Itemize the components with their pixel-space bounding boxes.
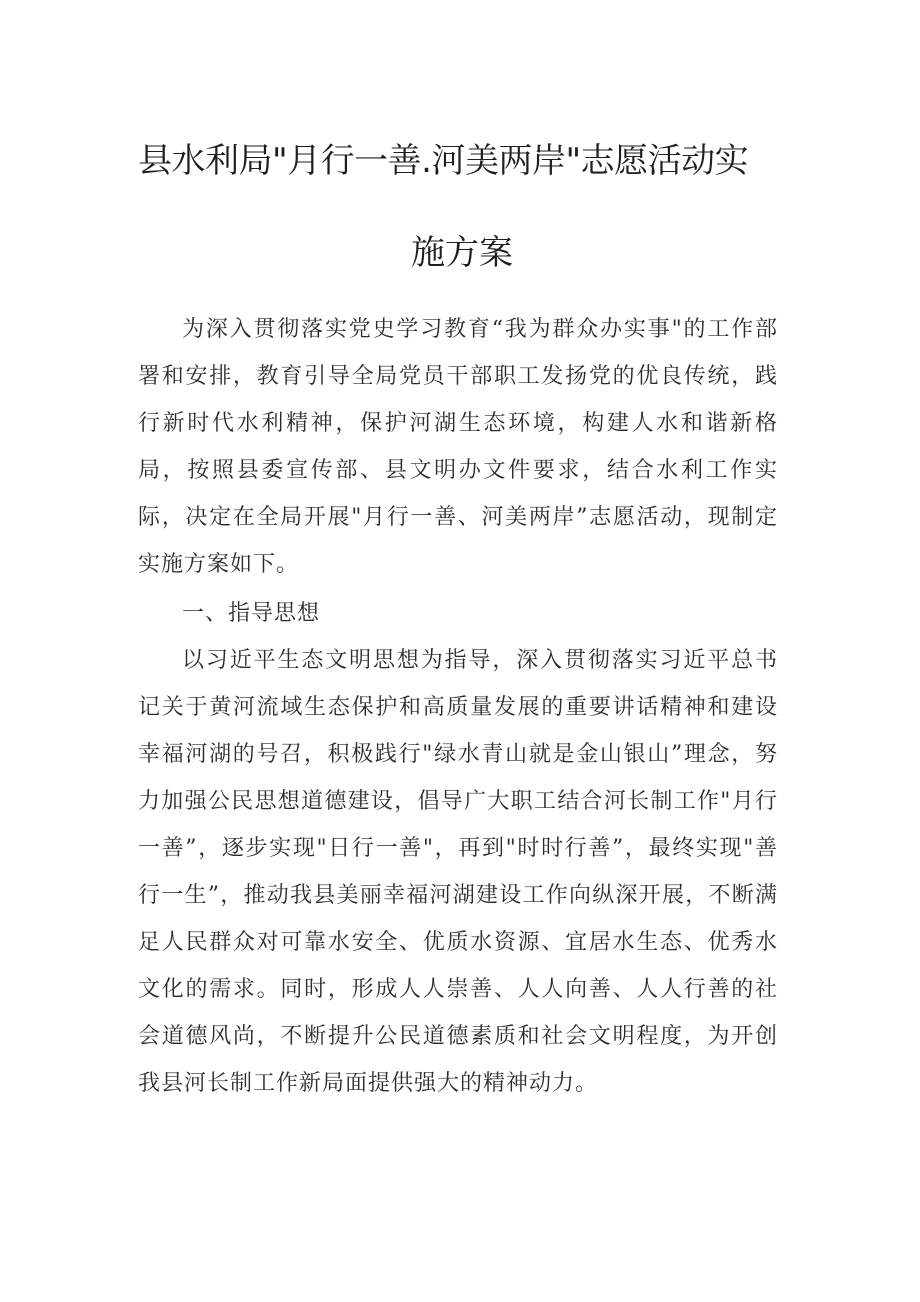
section-heading-guiding-ideology: 一、指导思想 <box>182 601 321 626</box>
document-title-line-2-text: 施方案 <box>411 233 513 273</box>
document-title-line-2 <box>0 228 920 278</box>
intro-paragraph: 为深入贯彻落实党史学习教育“我为群众办实事"的工作部署和安排，教育引导全局党员干部职工发扬党的优良传统，践行新时代水利精神，保护河湖生态环境，构建人水和谐新格局，按照县委宣传部、县文明办文件要求，结合水利工作实际，决定在全局开展"月行一善、河美两岸”志愿活动，现制定实施方案如下。 <box>138 317 778 577</box>
section-1-paragraph: 以习近平生态文明思想为指导，深入贯彻落实习近平总书记关于黄河流域生态保护和高质量发展的重要讲话精神和建设幸福河湖的号召，积极践行"绿水青山就是金山银山”理念，努力加强公民思想道德建设，倡导广大职工结合河长制工作"月行一善”，逐步实现"日行一善"，再到"时时行善”，最终实现"善行一生”，推动我县美丽幸福河湖建设工作向纵深开展，不断满足人民群众对可靠水安全、优质水资源、宜居水生态、优秀水文化的需求。同时，形成人人崇善、人人向善、人人行善的社会道德风尚，不断提升公民道德素质和社会文明程度，为开创我县河长制工作新局面提供强大的精神动力。 <box>138 648 778 1096</box>
document-title-line-1: 县水利局"月行一善.河美两岸"志愿活动实 <box>138 141 749 181</box>
document-body <box>138 306 778 1107</box>
